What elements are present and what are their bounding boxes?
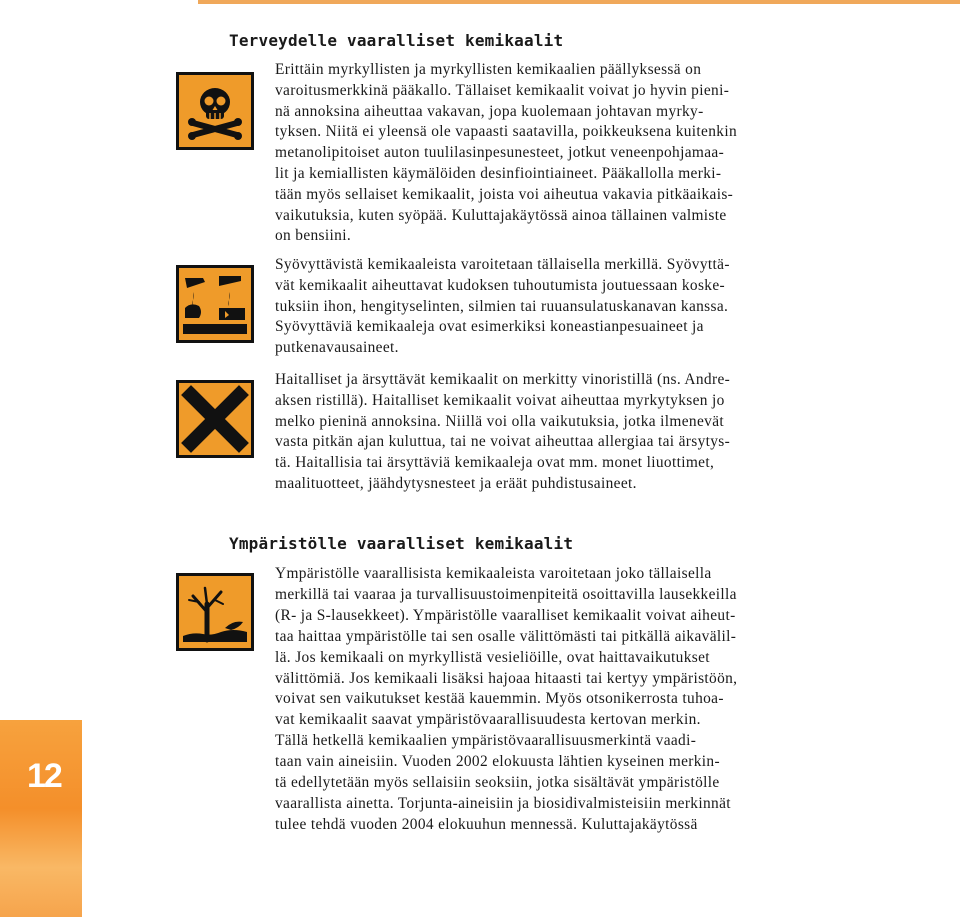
top-accent-rule (198, 0, 960, 4)
paragraph-environment: Ympäristölle vaarallisista kemikaaleista varoitetaan joko tällaisella merkillä tai vaaraa ja turvallisuustoimenpiteitä osoittavilla lausekkeilla (R- ja S-lausekkeet). Ympäristölle vaaralliset kemikaalit voivat aiheut- taa haittaa ympäristölle tai sen osalle välittömästi tai pitkällä aikavälil- lä. Jos kemikaali on myrkyllistä vesieliöille, ovat haittavaikutukset välittömiä. Jos kemikaali lisäksi hajoaa hitaasti tai kertyy ympäristöön, voivat sen vaikutukset kestää kauemmin. Myös otsonikerrosta tuhoa- vat kemikaalit saavat ympäristövaarallisuudesta kertovan merkin. Tällä hetkellä kemikaalien ympäristövaarallisuusmerkintä vaadi- taan vain aineisiin. Vuoden 2002 elokuusta lähtien kyseinen merkin- tä edellytetään myös sellaisiin seoksiin, jotka sisältävät ympäristölle vaarallista ainetta. Torjunta-aineisiin ja biosidivalmisteisiin merkinnät tulee tehdä vuoden 2004 elokuuhun mennessä. Kuluttajakäytössä (275, 565, 738, 833)
skull-crossbones-icon (176, 72, 254, 150)
harmful-cross-icon (176, 380, 254, 458)
paragraph-corrosive: Syövyttävistä kemikaaleista varoitetaan tällaisella merkillä. Syövyttä- vät kemikaalit aiheuttavat kudoksen tuhoutumista joutuessaan koske- tuksiin ihon, hengityselinten, silmien tai ruuansulatuskanavan kanssa. Syövyttäviä kemikaaleja ovat esimerkiksi koneastianpesuaineet ja putkenavausaineet. (275, 256, 730, 357)
environment-hazard-icon (176, 573, 254, 651)
section-heading-health: Terveydelle vaaralliset kemikaalit (229, 31, 564, 50)
corrosive-icon (176, 265, 254, 343)
section-heading-environment: Ympäristölle vaaralliset kemikaalit (229, 534, 574, 553)
paragraph-harmful: Haitalliset ja ärsyttävät kemikaalit on merkitty vinoristillä (ns. Andre- aksen ristillä). Haitalliset kemikaalit voivat aiheuttaa myrkytyksen jo melko pieninä annoksina. Niillä voi olla vaikutuksia, jotka ilmenevät vasta pitkän ajan kuluttua, tai ne voivat aiheuttaa allergiaa tai ärsytys- tä. Haitallisia tai ärsyttäviä kemikaaleja ovat mm. monet liuottimet, maalituotteet, jäähdytysnesteet ja eräät puhdistusaineet. (275, 371, 731, 492)
page-tab (0, 720, 82, 917)
paragraph-toxic: Erittäin myrkyllisten ja myrkyllisten kemikaalien päällyksessä on varoitusmerkkinä pääkallo. Tällaiset kemikaalit voivat jo hyvin pieni- nä annoksina aiheuttaa vakavan, jopa kuolemaan johtavan myrky- tyksen. Niitä ei yleensä ole vapaasti saatavilla, poikkeuksena kuitenkin metanolipitoiset auton tuulilasinpesunesteet, jotkut veneenpohjamaa- lit ja kemiallisten käymälöiden desinfiointiaineet. Pääkallolla merki- tään myös sellaiset kemikaalit, joista voi aiheutua vakavia pitkäaikais- vaikutuksia, kuten syöpää. Kuluttajakäytössä ainoa tällainen valmiste on bensiini. (275, 61, 737, 245)
page-number: 12 (27, 757, 61, 795)
